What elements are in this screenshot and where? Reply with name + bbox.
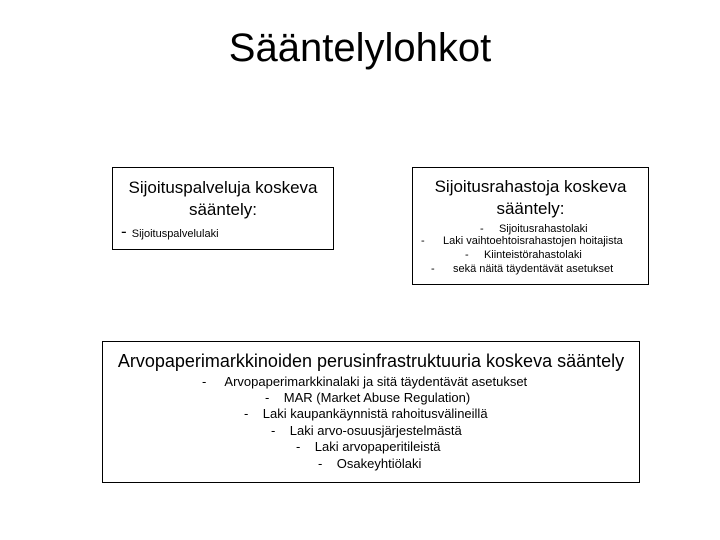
investment-services-item-text: Sijoituspalvelulaki: [131, 228, 219, 240]
list-dash: -: [318, 456, 323, 471]
market-infrastructure-line-5: [296, 439, 441, 455]
investment-funds-box: [412, 167, 649, 285]
investment-funds-box-title: [413, 176, 648, 220]
market-infrastructure-line-6: [318, 456, 421, 472]
investment-funds-line-3: [465, 248, 582, 262]
investment-services-title-line2: sääntely:: [188, 200, 258, 219]
list-dash: -: [296, 439, 301, 454]
list-item-text: sekä näitä täydentävät asetukset: [453, 263, 614, 275]
investment-funds-line-4: [431, 262, 613, 276]
market-infrastructure-line-1: [202, 374, 527, 390]
list-dash: -: [121, 222, 127, 241]
list-item-text: Laki arvopaperitileistä: [314, 439, 441, 454]
list-dash: -: [431, 263, 435, 275]
list-item-text: Osakeyhtiölaki: [336, 456, 422, 471]
investment-services-box: [112, 167, 334, 250]
market-infrastructure-line-4: [271, 423, 462, 439]
investment-services-item: [121, 222, 333, 242]
list-item-text: Kiinteistörahastolaki: [483, 249, 582, 261]
list-dash: -: [271, 423, 276, 438]
slide-title: Sääntelylohkot: [228, 26, 492, 70]
list-dash: -: [480, 223, 484, 235]
list-item-text: MAR (Market Abuse Regulation): [283, 390, 471, 405]
list-item-text: Laki kaupankäynnistä rahoitusvälineillä: [262, 406, 488, 421]
list-item-text: Laki vaihtoehtoisrahastojen hoitajista: [443, 235, 623, 247]
investment-funds-line-2: [421, 234, 623, 248]
list-item-text: Sijoitusrahastolaki: [498, 223, 588, 235]
list-item-text: Laki arvo-osuusjärjestelmästä: [289, 423, 462, 438]
market-infrastructure-box: [102, 341, 640, 483]
list-dash: -: [465, 249, 469, 261]
list-dash: -: [265, 390, 270, 405]
list-dash: -: [202, 374, 207, 389]
investment-services-title-line1: Sijoituspalveluja koskeva: [128, 178, 318, 197]
market-infrastructure-line-3: [244, 406, 488, 422]
investment-funds-title-line2: sääntely:: [496, 199, 565, 218]
investment-funds-title-line1: Sijoitusrahastoja koskeva: [434, 177, 627, 196]
list-item-text: Arvopaperimarkkinalaki ja sitä täydentävät asetukset: [224, 374, 528, 389]
investment-services-box-title: [113, 177, 333, 221]
list-dash: -: [244, 406, 249, 421]
market-infrastructure-line-2: [265, 390, 470, 406]
market-infrastructure-box-title: Arvopaperimarkkinoiden perusinfrastruktuuria koskeva sääntely: [117, 351, 625, 371]
list-dash: -: [421, 235, 425, 247]
